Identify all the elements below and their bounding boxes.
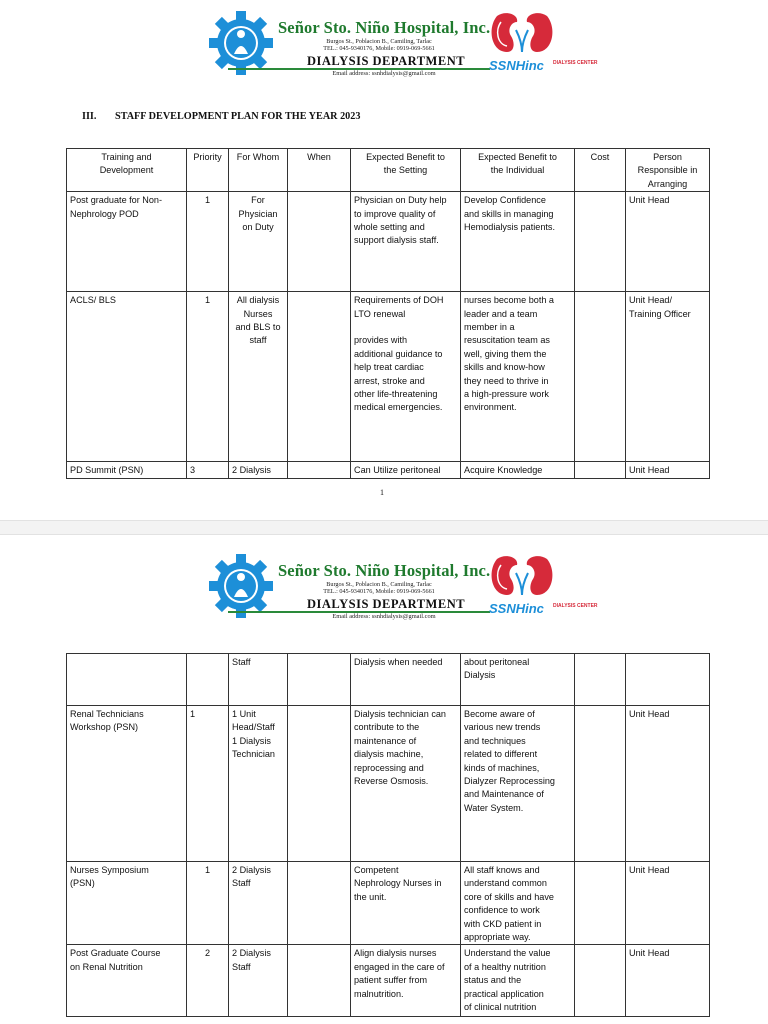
document-page-2 bbox=[0, 535, 768, 1024]
cell-benefit-setting: Physician on Duty help to improve quality of whole setting and support dialysis staff. bbox=[351, 192, 461, 292]
cell-person: Unit Head bbox=[626, 706, 710, 862]
cell-person: Unit Head bbox=[626, 945, 710, 1017]
column-header-benefit-individual: Expected Benefit to the Individual bbox=[461, 149, 575, 192]
cell-when bbox=[288, 192, 351, 292]
cell-benefit-individual: All staff knows and understand common core of skills and have confidence to work with CKD patient in appropriate way. bbox=[461, 862, 575, 945]
cell-for-whom: Staff bbox=[229, 654, 288, 706]
hospital-gear-logo-icon bbox=[208, 553, 274, 619]
cell-training: Nurses Symposium (PSN) bbox=[67, 862, 187, 945]
cell-cost bbox=[575, 706, 626, 862]
cell-when bbox=[288, 706, 351, 862]
table-row bbox=[67, 462, 710, 478]
hospital-address bbox=[278, 581, 480, 595]
cell-person: Unit Head bbox=[626, 462, 710, 478]
table-row bbox=[67, 654, 710, 706]
cell-training: Renal Technicians Workshop (PSN) bbox=[67, 706, 187, 862]
cell-benefit-individual: Understand the value of a healthy nutrition status and the practical application of clinical nutrition bbox=[461, 945, 575, 1017]
column-header-cost: Cost bbox=[575, 149, 626, 192]
cell-cost bbox=[575, 462, 626, 478]
cell-priority: 1 bbox=[187, 706, 229, 862]
column-header-benefit-setting: Expected Benefit to the Setting bbox=[351, 149, 461, 192]
kidney-center-logo-icon bbox=[489, 8, 598, 78]
cell-priority: 3 bbox=[187, 462, 229, 478]
table-header-row bbox=[67, 149, 710, 192]
department-title: DIALYSIS DEPARTMENT bbox=[307, 597, 466, 611]
column-header-for-whom: For Whom bbox=[229, 149, 288, 192]
cell-benefit-setting: Competent Nephrology Nurses in the unit. bbox=[351, 862, 461, 945]
cell-cost bbox=[575, 292, 626, 462]
hospital-gear-logo-icon bbox=[208, 10, 274, 76]
cell-for-whom: 1 Unit Head/Staff 1 Dialysis Technician bbox=[229, 706, 288, 862]
cell-training: ACLS/ BLS bbox=[67, 292, 187, 462]
letterhead bbox=[0, 0, 768, 75]
column-header-training: Training and Development bbox=[67, 149, 187, 192]
cell-training: Post graduate for Non- Nephrology POD bbox=[67, 192, 187, 292]
cell-when bbox=[288, 945, 351, 1017]
cell-benefit-setting: Dialysis technician can contribute to the maintenance of dialysis machine, reprocessing and Reverse Osmosis. bbox=[351, 706, 461, 862]
address-line-1: Burgos St., Poblacion B., Camiling, Tarlac bbox=[326, 38, 432, 45]
cell-benefit-individual: nurses become both a leader and a team member in a resuscitation team as well, giving them the skills and know-how they need to thrive in a high-pressure work environment. bbox=[461, 292, 575, 462]
cell-when bbox=[288, 292, 351, 462]
cell-person: Unit Head bbox=[626, 192, 710, 292]
cell-cost bbox=[575, 945, 626, 1017]
cell-when bbox=[288, 462, 351, 478]
cell-benefit-individual: about peritoneal Dialysis bbox=[461, 654, 575, 706]
section-title: STAFF DEVELOPMENT PLAN FOR THE YEAR 2023 bbox=[115, 111, 361, 122]
table-row bbox=[67, 192, 710, 292]
cell-training: Post Graduate Course on Renal Nutrition bbox=[67, 945, 187, 1017]
department-email: Email address: ssnhdialysis@gmail.com bbox=[332, 70, 436, 77]
table-row bbox=[67, 862, 710, 945]
cell-for-whom: 2 Dialysis Staff bbox=[229, 945, 288, 1017]
cell-for-whom: 2 Dialysis bbox=[229, 462, 288, 478]
cell-cost bbox=[575, 862, 626, 945]
column-header-when: When bbox=[288, 149, 351, 192]
cell-person bbox=[626, 654, 710, 706]
address-line-1: Burgos St., Poblacion B., Camiling, Tarlac bbox=[326, 581, 432, 588]
kidney-logo-text: SSNHinc bbox=[489, 58, 544, 73]
cell-priority: 1 bbox=[187, 192, 229, 292]
cell-benefit-individual: Acquire Knowledge bbox=[461, 462, 575, 478]
hospital-address bbox=[278, 38, 480, 52]
address-line-2: TEL.: 045-9340176, Mobile: 0919-069-5661 bbox=[323, 45, 435, 53]
letterhead bbox=[0, 543, 768, 618]
kidney-center-logo-icon bbox=[489, 551, 598, 621]
hospital-name: Señor Sto. Niño Hospital, Inc. bbox=[278, 18, 491, 37]
cell-priority: 1 bbox=[187, 292, 229, 462]
cell-for-whom: 2 Dialysis Staff bbox=[229, 862, 288, 945]
cell-benefit-individual: Develop Confidence and skills in managing Hemodialysis patients. bbox=[461, 192, 575, 292]
cell-for-whom: For Physician on Duty bbox=[229, 192, 288, 292]
section-heading bbox=[82, 111, 360, 122]
cell-training: PD Summit (PSN) bbox=[67, 462, 187, 478]
cell-benefit-setting: Can Utilize peritoneal bbox=[351, 462, 461, 478]
cell-benefit-setting: Dialysis when needed bbox=[351, 654, 461, 706]
staff-development-table-page-2 bbox=[66, 653, 710, 1017]
address-line-2: TEL.: 045-9340176, Mobile: 0919-069-5661 bbox=[323, 588, 435, 596]
kidney-logo-text: SSNHinc bbox=[489, 601, 544, 616]
table-row bbox=[67, 292, 710, 462]
cell-cost bbox=[575, 654, 626, 706]
cell-benefit-setting: Align dialysis nurses engaged in the care of patient suffer from malnutrition. bbox=[351, 945, 461, 1017]
cell-cost bbox=[575, 192, 626, 292]
section-number: III. bbox=[82, 111, 97, 122]
kidney-logo-subtext: DIALYSIS CENTER bbox=[553, 603, 598, 609]
cell-training bbox=[67, 654, 187, 706]
table-row bbox=[67, 945, 710, 1017]
department-title: DIALYSIS DEPARTMENT bbox=[307, 54, 466, 68]
column-header-priority: Priority bbox=[187, 149, 229, 192]
department-email: Email address: ssnhdialysis@gmail.com bbox=[332, 613, 436, 620]
cell-person: Unit Head bbox=[626, 862, 710, 945]
cell-priority: 1 bbox=[187, 862, 229, 945]
column-header-person: Person Responsible in Arranging bbox=[626, 149, 710, 192]
table-row bbox=[67, 706, 710, 862]
cell-priority bbox=[187, 654, 229, 706]
cell-benefit-individual: Become aware of various new trends and techniques related to different kinds of machines, Dialyzer Reprocessing and Maintenance of Water System. bbox=[461, 706, 575, 862]
kidney-logo-subtext: DIALYSIS CENTER bbox=[553, 60, 598, 66]
page-number: 1 bbox=[380, 488, 384, 497]
cell-when bbox=[288, 654, 351, 706]
cell-priority: 2 bbox=[187, 945, 229, 1017]
staff-development-table-page-1 bbox=[66, 148, 710, 479]
page-separator bbox=[0, 520, 768, 535]
cell-for-whom: All dialysis Nurses and BLS to staff bbox=[229, 292, 288, 462]
hospital-name: Señor Sto. Niño Hospital, Inc. bbox=[278, 561, 491, 580]
cell-person: Unit Head/ Training Officer bbox=[626, 292, 710, 462]
cell-when bbox=[288, 862, 351, 945]
cell-benefit-setting: Requirements of DOH LTO renewal provides with additional guidance to help treat cardiac arrest, stroke and other life-threatening medical emergencies. bbox=[351, 292, 461, 462]
